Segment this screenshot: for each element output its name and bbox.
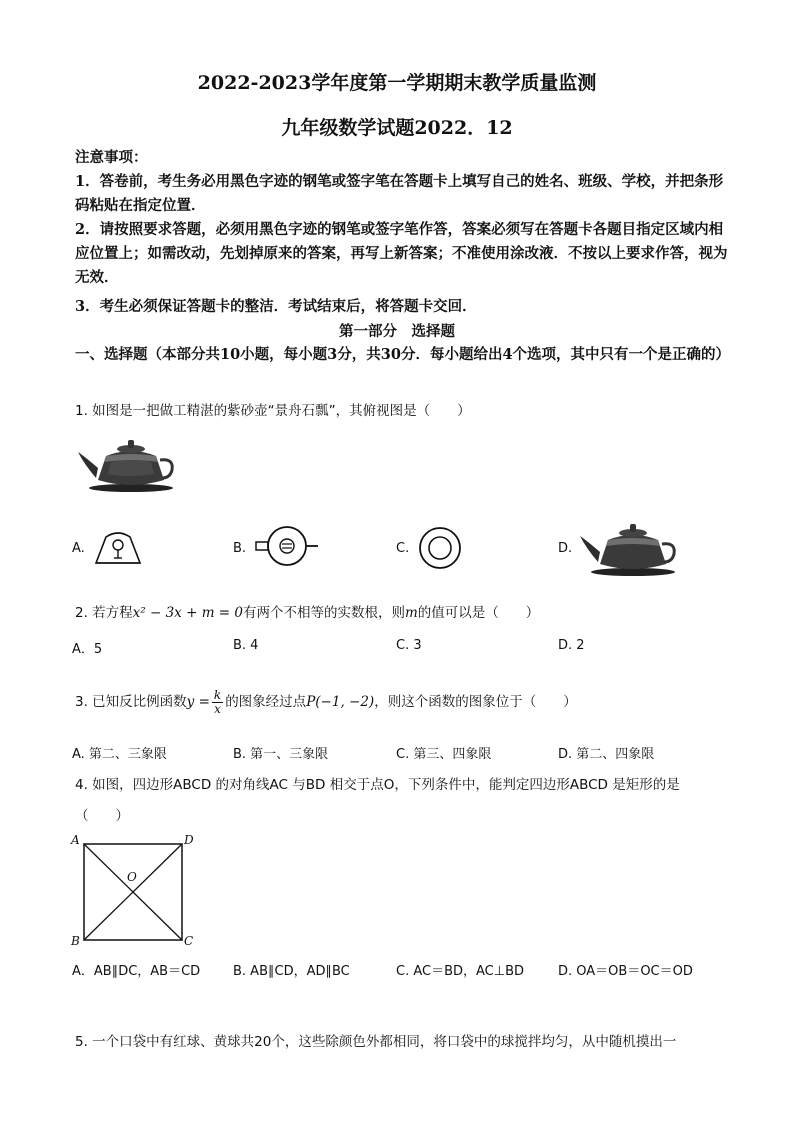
q4-label-c: C [184, 934, 194, 948]
q3-option-d: D. 第二、四象限 [558, 747, 655, 762]
q3-suffix: ，则这个函数的图象位于（ ） [374, 694, 577, 710]
q2-option-d: D. 2 [558, 638, 585, 653]
q1-option-b-label: B. [233, 541, 247, 556]
note-item-3: 3．考生必须保证答题卡的整洁．考试结束后，将答题卡交回． [75, 298, 477, 315]
note-item-2: 2．请按照要求答题，必须用黑色字迹的钢笔或签字笔作答，答案必须写在答题卡各题目指定区域内相应位置上；如需改动，先划掉原来的答案，再写上新答案；不准使用涂改液．不按以上要求作答，视为无效． [75, 221, 728, 286]
q4-label-d: D [184, 833, 194, 847]
question-1-text: 1. 如图是一把做工精湛的紫砂壶“景舟石瓢”，其俯视图是（ ） [75, 403, 471, 419]
question-4-paren: （ ） [75, 808, 129, 824]
q1-option-c-figure [416, 524, 464, 572]
q4-quadrilateral-figure [70, 832, 200, 948]
question-3-text [75, 686, 577, 718]
q4-option-c: C. AC＝BD，AC⊥BD [396, 964, 525, 979]
q3-middle: 的图象经过点 [225, 694, 307, 710]
q1-option-a-figure [92, 527, 144, 567]
part-heading: 第一部分 选择题 [339, 323, 455, 340]
q1-option-d-label: D. [558, 541, 573, 556]
q2-option-c: C. 3 [396, 638, 422, 653]
note-item-1: 1．答卷前，考生务必用黑色字迹的钢笔或签字笔在答题卡上填写自己的姓名、班级、学校，并把条形码粘贴在指定位置． [75, 173, 724, 214]
q3-point: P(−1, −2) [306, 694, 375, 710]
q3-prefix: 3. 已知反比例函数 [75, 694, 187, 710]
q3-func: y = [186, 694, 210, 710]
q3-option-a: A. 第二、三象限 [72, 747, 167, 762]
q4-option-a: A．AB∥DC，AB＝CD [72, 964, 201, 979]
q3-option-b: B. 第一、三象限 [233, 747, 329, 762]
q3-fraction [212, 689, 223, 716]
question-4-text: 4. 如图，四边形ABCD 的对角线AC 与BD 相交于点O，下列条件中，能判定四边形ABCD 是矩形的是 [75, 777, 680, 793]
q3-option-c: C. 第三、四象限 [396, 747, 492, 762]
teapot-image [76, 432, 176, 494]
q2-option-b: B. 4 [233, 638, 259, 653]
q4-option-d: D. OA＝OB＝OC＝OD [558, 964, 693, 979]
q4-label-o: O [127, 870, 137, 884]
q1-option-c-label: C. [396, 541, 410, 556]
exam-subtitle: 九年级数学试题2022．12 [281, 117, 513, 139]
q2-var: m [404, 605, 418, 621]
q3-frac-den: x [214, 701, 221, 716]
q3-frac-num: k [213, 687, 222, 702]
notes-heading: 注意事项： [75, 149, 148, 166]
q2-equation: x² − 3x + m = 0 [132, 605, 243, 621]
q4-label-a: A [71, 833, 80, 847]
q1-option-b-figure [252, 522, 322, 570]
q2-option-a: A．5 [72, 642, 103, 657]
q1-option-d-figure [578, 516, 678, 578]
q1-option-a-label: A. [72, 541, 85, 556]
question-5-text: 5. 一个口袋中有红球、黄球共20个，这些除颜色外都相同，将口袋中的球搅拌均匀，从中随机摸出一 [75, 1034, 677, 1050]
section-heading: 一、选择题（本部分共10小题，每小题3分，共30分．每小题给出4个选项，其中只有一个是正确的） [75, 346, 731, 363]
exam-title: 2022-2023学年度第一学期期末教学质量监测 [197, 72, 597, 94]
q4-option-b: B. AB∥CD，AD∥BC [233, 964, 350, 979]
question-2-text [75, 601, 539, 621]
q2-prefix: 2. 若方程 [75, 605, 133, 621]
q2-suffix: 有两个不相等的实数根，则 [242, 605, 405, 621]
q2-suffix2: 的值可以是（ ） [417, 605, 540, 621]
q4-label-b: B [71, 934, 80, 948]
